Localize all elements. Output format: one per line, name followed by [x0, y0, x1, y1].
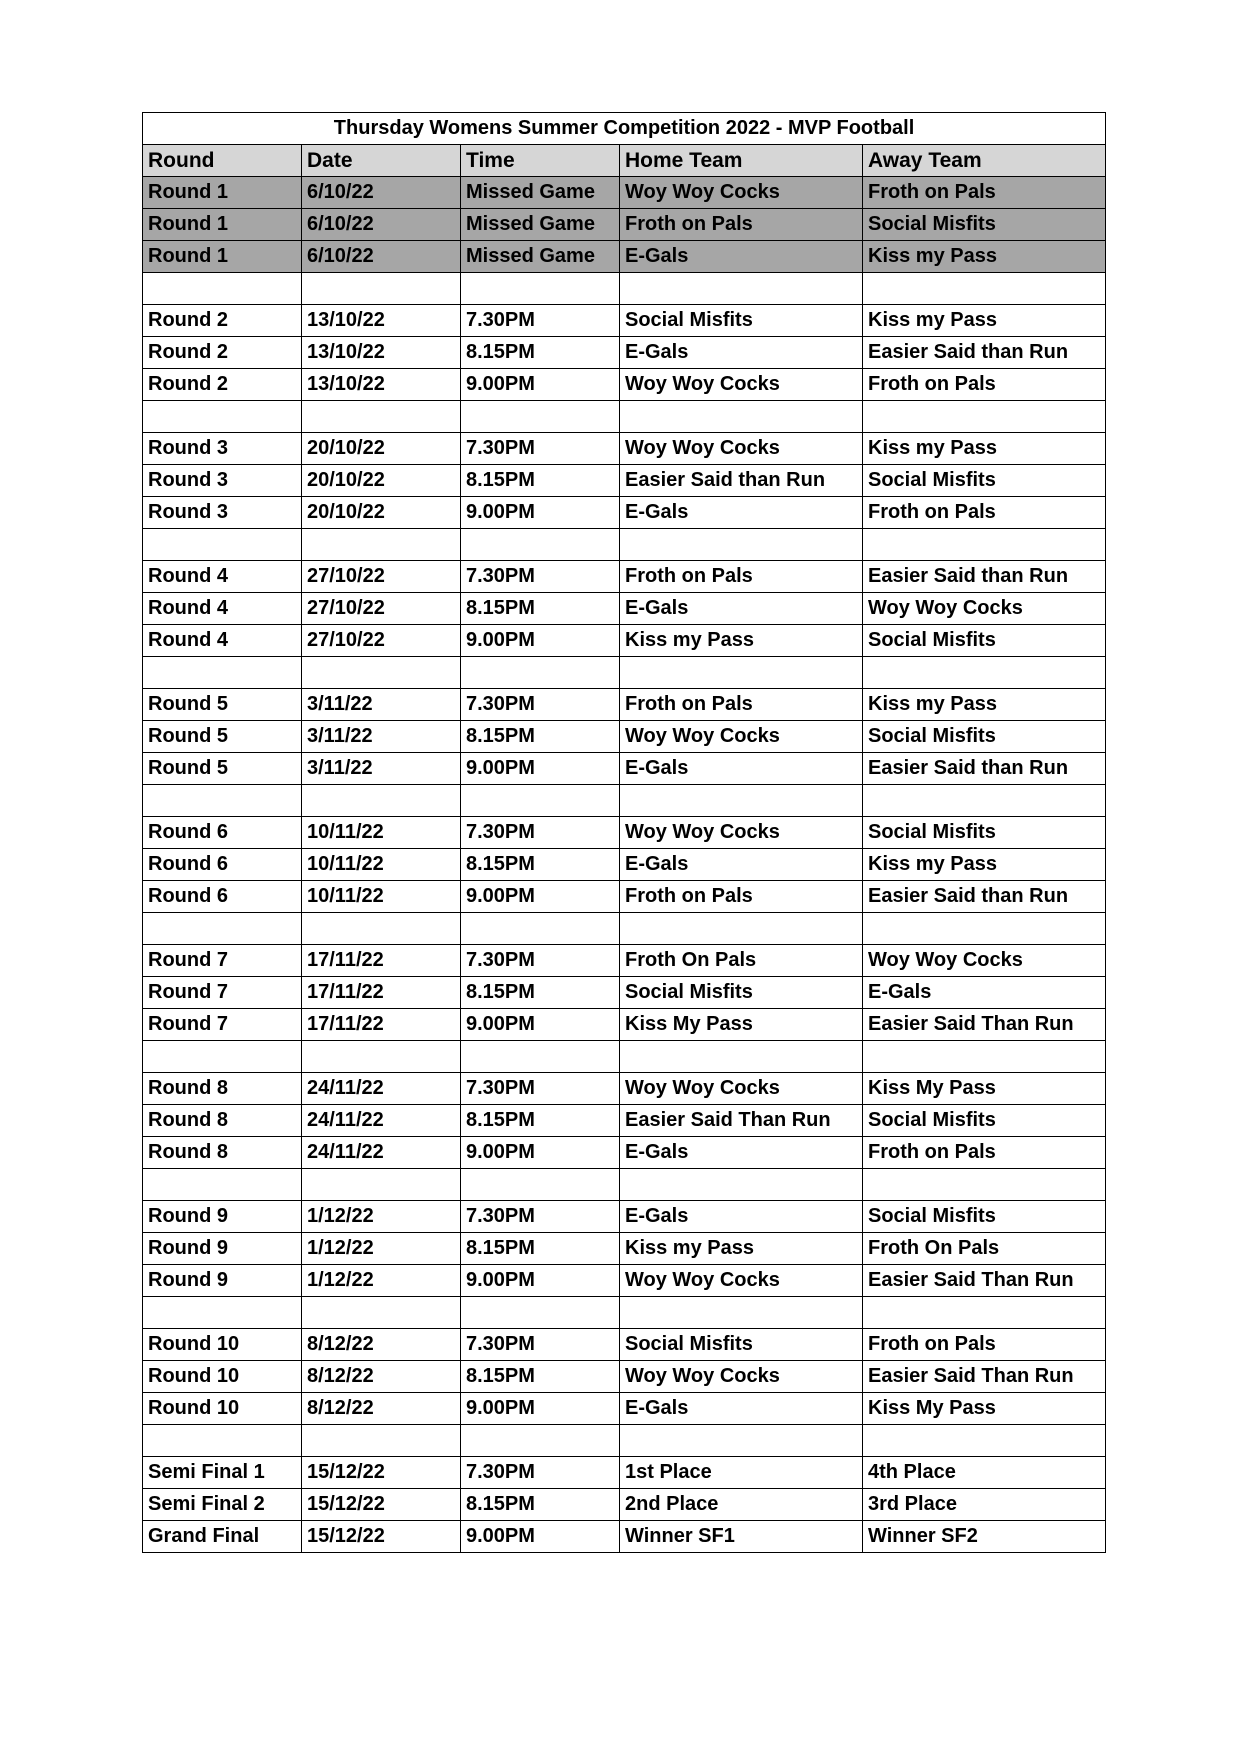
- fixture-row: [143, 1265, 1106, 1297]
- date-cell: 15/12/22: [302, 1521, 461, 1553]
- fixture-row: [143, 433, 1106, 465]
- away-team-cell: Easier Said Than Run: [863, 1265, 1106, 1297]
- round-cell: Round 9: [143, 1265, 302, 1297]
- home-team-cell: Social Misfits: [620, 977, 863, 1009]
- empty-cell: [461, 1425, 620, 1457]
- date-cell: 6/10/22: [302, 241, 461, 273]
- away-team-cell: Kiss My Pass: [863, 1393, 1106, 1425]
- empty-cell: [143, 785, 302, 817]
- date-cell: 8/12/22: [302, 1393, 461, 1425]
- away-team-cell: Easier Said Than Run: [863, 1361, 1106, 1393]
- round-cell: Round 10: [143, 1393, 302, 1425]
- home-team-cell: Woy Woy Cocks: [620, 1073, 863, 1105]
- empty-cell: [461, 1297, 620, 1329]
- time-cell: 9.00PM: [461, 1137, 620, 1169]
- fixture-row: [143, 1329, 1106, 1361]
- round-cell: Round 3: [143, 465, 302, 497]
- home-team-cell: Froth on Pals: [620, 561, 863, 593]
- home-team-cell: Woy Woy Cocks: [620, 177, 863, 209]
- home-team-cell: E-Gals: [620, 497, 863, 529]
- home-team-cell: Easier Said than Run: [620, 465, 863, 497]
- round-cell: Round 5: [143, 753, 302, 785]
- fixture-row: [143, 177, 1106, 209]
- fixture-row: [143, 369, 1106, 401]
- fixture-row: [143, 561, 1106, 593]
- fixture-row: [143, 689, 1106, 721]
- empty-cell: [143, 1425, 302, 1457]
- time-cell: 7.30PM: [461, 1201, 620, 1233]
- empty-cell: [620, 1169, 863, 1201]
- empty-cell: [143, 1297, 302, 1329]
- home-team-cell: Woy Woy Cocks: [620, 369, 863, 401]
- away-team-cell: Kiss my Pass: [863, 305, 1106, 337]
- empty-cell: [302, 785, 461, 817]
- empty-cell: [461, 1041, 620, 1073]
- empty-cell: [302, 529, 461, 561]
- home-team-cell: E-Gals: [620, 337, 863, 369]
- empty-cell: [620, 657, 863, 689]
- fixture-row: [143, 1489, 1106, 1521]
- fixture-row: [143, 1233, 1106, 1265]
- away-team-cell: Easier Said than Run: [863, 881, 1106, 913]
- away-team-cell: Social Misfits: [863, 817, 1106, 849]
- fixture-row: [143, 465, 1106, 497]
- empty-cell: [143, 1169, 302, 1201]
- time-cell: 9.00PM: [461, 1009, 620, 1041]
- time-cell: 8.15PM: [461, 1105, 620, 1137]
- date-cell: 13/10/22: [302, 337, 461, 369]
- home-team-cell: Woy Woy Cocks: [620, 1265, 863, 1297]
- home-team-cell: Woy Woy Cocks: [620, 433, 863, 465]
- away-team-cell: Kiss my Pass: [863, 433, 1106, 465]
- empty-cell: [143, 401, 302, 433]
- spacer-row: [143, 1041, 1106, 1073]
- time-cell: 9.00PM: [461, 369, 620, 401]
- home-team-cell: Froth on Pals: [620, 209, 863, 241]
- round-cell: Round 2: [143, 369, 302, 401]
- date-cell: 27/10/22: [302, 561, 461, 593]
- empty-cell: [620, 785, 863, 817]
- fixture-table: [142, 112, 1106, 1553]
- round-cell: Semi Final 1: [143, 1457, 302, 1489]
- round-cell: Round 5: [143, 689, 302, 721]
- header-row: [143, 145, 1106, 177]
- empty-cell: [620, 529, 863, 561]
- date-cell: 1/12/22: [302, 1201, 461, 1233]
- home-team-cell: Froth on Pals: [620, 881, 863, 913]
- empty-cell: [143, 529, 302, 561]
- away-team-cell: Social Misfits: [863, 1105, 1106, 1137]
- date-cell: 3/11/22: [302, 689, 461, 721]
- time-cell: 9.00PM: [461, 881, 620, 913]
- away-team-cell: Social Misfits: [863, 1201, 1106, 1233]
- header-round: Round: [143, 145, 302, 177]
- round-cell: Round 7: [143, 977, 302, 1009]
- home-team-cell: Easier Said Than Run: [620, 1105, 863, 1137]
- home-team-cell: Kiss my Pass: [620, 1233, 863, 1265]
- home-team-cell: Kiss My Pass: [620, 1009, 863, 1041]
- fixture-row: [143, 945, 1106, 977]
- time-cell: 8.15PM: [461, 593, 620, 625]
- away-team-cell: Froth on Pals: [863, 1329, 1106, 1361]
- empty-cell: [620, 913, 863, 945]
- empty-cell: [620, 273, 863, 305]
- date-cell: 24/11/22: [302, 1105, 461, 1137]
- time-cell: 7.30PM: [461, 817, 620, 849]
- home-team-cell: Froth on Pals: [620, 689, 863, 721]
- fixture-row: [143, 849, 1106, 881]
- empty-cell: [302, 1169, 461, 1201]
- away-team-cell: Froth on Pals: [863, 177, 1106, 209]
- date-cell: 27/10/22: [302, 625, 461, 657]
- fixture-row: [143, 305, 1106, 337]
- fixture-row: [143, 209, 1106, 241]
- fixture-row: [143, 593, 1106, 625]
- round-cell: Grand Final: [143, 1521, 302, 1553]
- date-cell: 10/11/22: [302, 881, 461, 913]
- spacer-row: [143, 657, 1106, 689]
- empty-cell: [863, 273, 1106, 305]
- empty-cell: [461, 401, 620, 433]
- date-cell: 3/11/22: [302, 753, 461, 785]
- fixture-row: [143, 1361, 1106, 1393]
- empty-cell: [143, 913, 302, 945]
- date-cell: 1/12/22: [302, 1265, 461, 1297]
- date-cell: 15/12/22: [302, 1489, 461, 1521]
- header-away-team: Away Team: [863, 145, 1106, 177]
- fixture-row: [143, 881, 1106, 913]
- fixture-row: [143, 1105, 1106, 1137]
- home-team-cell: Woy Woy Cocks: [620, 817, 863, 849]
- date-cell: 6/10/22: [302, 209, 461, 241]
- away-team-cell: Social Misfits: [863, 209, 1106, 241]
- date-cell: 20/10/22: [302, 433, 461, 465]
- time-cell: 7.30PM: [461, 1329, 620, 1361]
- home-team-cell: Woy Woy Cocks: [620, 1361, 863, 1393]
- date-cell: 8/12/22: [302, 1329, 461, 1361]
- home-team-cell: Winner SF1: [620, 1521, 863, 1553]
- page-title: Thursday Womens Summer Competition 2022 - MVP Football: [143, 113, 1106, 145]
- away-team-cell: Froth On Pals: [863, 1233, 1106, 1265]
- empty-cell: [863, 1169, 1106, 1201]
- time-cell: 8.15PM: [461, 465, 620, 497]
- away-team-cell: Easier Said than Run: [863, 753, 1106, 785]
- spacer-row: [143, 785, 1106, 817]
- date-cell: 13/10/22: [302, 305, 461, 337]
- time-cell: 8.15PM: [461, 337, 620, 369]
- away-team-cell: Social Misfits: [863, 465, 1106, 497]
- time-cell: 7.30PM: [461, 561, 620, 593]
- home-team-cell: 1st Place: [620, 1457, 863, 1489]
- fixture-row: [143, 977, 1106, 1009]
- spacer-row: [143, 1425, 1106, 1457]
- spacer-row: [143, 273, 1106, 305]
- date-cell: 20/10/22: [302, 497, 461, 529]
- empty-cell: [302, 401, 461, 433]
- round-cell: Round 4: [143, 561, 302, 593]
- round-cell: Round 1: [143, 177, 302, 209]
- fixture-row: [143, 1009, 1106, 1041]
- time-cell: Missed Game: [461, 209, 620, 241]
- round-cell: Semi Final 2: [143, 1489, 302, 1521]
- time-cell: 9.00PM: [461, 1521, 620, 1553]
- fixture-row: [143, 337, 1106, 369]
- spacer-row: [143, 529, 1106, 561]
- empty-cell: [302, 657, 461, 689]
- date-cell: 24/11/22: [302, 1073, 461, 1105]
- fixture-row: [143, 1521, 1106, 1553]
- empty-cell: [302, 1297, 461, 1329]
- away-team-cell: Kiss my Pass: [863, 849, 1106, 881]
- empty-cell: [863, 913, 1106, 945]
- time-cell: 8.15PM: [461, 1361, 620, 1393]
- spacer-row: [143, 1169, 1106, 1201]
- time-cell: 7.30PM: [461, 1457, 620, 1489]
- empty-cell: [863, 401, 1106, 433]
- round-cell: Round 8: [143, 1137, 302, 1169]
- round-cell: Round 6: [143, 881, 302, 913]
- empty-cell: [302, 913, 461, 945]
- time-cell: 9.00PM: [461, 753, 620, 785]
- fixture-row: [143, 817, 1106, 849]
- away-team-cell: Kiss My Pass: [863, 1073, 1106, 1105]
- home-team-cell: Kiss my Pass: [620, 625, 863, 657]
- time-cell: 8.15PM: [461, 977, 620, 1009]
- empty-cell: [461, 1169, 620, 1201]
- empty-cell: [461, 529, 620, 561]
- round-cell: Round 4: [143, 593, 302, 625]
- title-row: [143, 113, 1106, 145]
- away-team-cell: Easier Said Than Run: [863, 1009, 1106, 1041]
- home-team-cell: Social Misfits: [620, 1329, 863, 1361]
- away-team-cell: Froth on Pals: [863, 369, 1106, 401]
- fixture-row: [143, 1393, 1106, 1425]
- away-team-cell: Social Misfits: [863, 721, 1106, 753]
- time-cell: 9.00PM: [461, 497, 620, 529]
- round-cell: Round 1: [143, 209, 302, 241]
- home-team-cell: E-Gals: [620, 1201, 863, 1233]
- time-cell: 8.15PM: [461, 1489, 620, 1521]
- time-cell: 9.00PM: [461, 625, 620, 657]
- home-team-cell: Froth On Pals: [620, 945, 863, 977]
- round-cell: Round 10: [143, 1361, 302, 1393]
- fixture-row: [143, 1457, 1106, 1489]
- away-team-cell: Winner SF2: [863, 1521, 1106, 1553]
- date-cell: 17/11/22: [302, 1009, 461, 1041]
- empty-cell: [461, 657, 620, 689]
- spacer-row: [143, 1297, 1106, 1329]
- round-cell: Round 10: [143, 1329, 302, 1361]
- empty-cell: [461, 785, 620, 817]
- header-time: Time: [461, 145, 620, 177]
- empty-cell: [863, 1041, 1106, 1073]
- round-cell: Round 2: [143, 305, 302, 337]
- round-cell: Round 4: [143, 625, 302, 657]
- date-cell: 20/10/22: [302, 465, 461, 497]
- round-cell: Round 2: [143, 337, 302, 369]
- time-cell: 7.30PM: [461, 305, 620, 337]
- round-cell: Round 3: [143, 433, 302, 465]
- time-cell: 8.15PM: [461, 849, 620, 881]
- round-cell: Round 6: [143, 849, 302, 881]
- round-cell: Round 5: [143, 721, 302, 753]
- date-cell: 15/12/22: [302, 1457, 461, 1489]
- away-team-cell: Froth on Pals: [863, 1137, 1106, 1169]
- home-team-cell: E-Gals: [620, 1393, 863, 1425]
- home-team-cell: Woy Woy Cocks: [620, 721, 863, 753]
- fixture-row: [143, 1073, 1106, 1105]
- header-date: Date: [302, 145, 461, 177]
- fixture-row: [143, 241, 1106, 273]
- home-team-cell: E-Gals: [620, 849, 863, 881]
- empty-cell: [143, 1041, 302, 1073]
- fixture-row: [143, 497, 1106, 529]
- away-team-cell: Kiss my Pass: [863, 689, 1106, 721]
- spacer-row: [143, 913, 1106, 945]
- time-cell: 7.30PM: [461, 1073, 620, 1105]
- date-cell: 17/11/22: [302, 945, 461, 977]
- empty-cell: [143, 657, 302, 689]
- away-team-cell: Easier Said than Run: [863, 337, 1106, 369]
- time-cell: Missed Game: [461, 177, 620, 209]
- empty-cell: [863, 657, 1106, 689]
- round-cell: Round 9: [143, 1233, 302, 1265]
- date-cell: 6/10/22: [302, 177, 461, 209]
- date-cell: 3/11/22: [302, 721, 461, 753]
- date-cell: 24/11/22: [302, 1137, 461, 1169]
- fixture-row: [143, 1137, 1106, 1169]
- empty-cell: [461, 913, 620, 945]
- date-cell: 10/11/22: [302, 817, 461, 849]
- fixture-row: [143, 721, 1106, 753]
- empty-cell: [143, 273, 302, 305]
- time-cell: 8.15PM: [461, 1233, 620, 1265]
- empty-cell: [863, 529, 1106, 561]
- away-team-cell: Froth on Pals: [863, 497, 1106, 529]
- empty-cell: [302, 1041, 461, 1073]
- time-cell: 7.30PM: [461, 433, 620, 465]
- date-cell: 1/12/22: [302, 1233, 461, 1265]
- date-cell: 13/10/22: [302, 369, 461, 401]
- round-cell: Round 7: [143, 1009, 302, 1041]
- home-team-cell: 2nd Place: [620, 1489, 863, 1521]
- round-cell: Round 6: [143, 817, 302, 849]
- spacer-row: [143, 401, 1106, 433]
- home-team-cell: E-Gals: [620, 1137, 863, 1169]
- away-team-cell: E-Gals: [863, 977, 1106, 1009]
- away-team-cell: Woy Woy Cocks: [863, 593, 1106, 625]
- date-cell: 10/11/22: [302, 849, 461, 881]
- home-team-cell: E-Gals: [620, 753, 863, 785]
- header-home-team: Home Team: [620, 145, 863, 177]
- away-team-cell: Social Misfits: [863, 625, 1106, 657]
- empty-cell: [863, 785, 1106, 817]
- fixture-table-body: [143, 113, 1106, 1553]
- time-cell: 7.30PM: [461, 689, 620, 721]
- fixture-row: [143, 1201, 1106, 1233]
- round-cell: Round 1: [143, 241, 302, 273]
- time-cell: 9.00PM: [461, 1265, 620, 1297]
- date-cell: 17/11/22: [302, 977, 461, 1009]
- away-team-cell: 4th Place: [863, 1457, 1106, 1489]
- date-cell: 27/10/22: [302, 593, 461, 625]
- home-team-cell: E-Gals: [620, 241, 863, 273]
- empty-cell: [620, 1425, 863, 1457]
- round-cell: Round 9: [143, 1201, 302, 1233]
- empty-cell: [620, 1041, 863, 1073]
- away-team-cell: Woy Woy Cocks: [863, 945, 1106, 977]
- round-cell: Round 3: [143, 497, 302, 529]
- empty-cell: [863, 1425, 1106, 1457]
- empty-cell: [302, 1425, 461, 1457]
- home-team-cell: E-Gals: [620, 593, 863, 625]
- empty-cell: [302, 273, 461, 305]
- time-cell: 8.15PM: [461, 721, 620, 753]
- empty-cell: [620, 401, 863, 433]
- away-team-cell: Easier Said than Run: [863, 561, 1106, 593]
- home-team-cell: Social Misfits: [620, 305, 863, 337]
- round-cell: Round 8: [143, 1073, 302, 1105]
- empty-cell: [620, 1297, 863, 1329]
- away-team-cell: Kiss my Pass: [863, 241, 1106, 273]
- time-cell: 7.30PM: [461, 945, 620, 977]
- empty-cell: [461, 273, 620, 305]
- date-cell: 8/12/22: [302, 1361, 461, 1393]
- round-cell: Round 7: [143, 945, 302, 977]
- round-cell: Round 8: [143, 1105, 302, 1137]
- fixture-row: [143, 625, 1106, 657]
- fixture-row: [143, 753, 1106, 785]
- time-cell: 9.00PM: [461, 1393, 620, 1425]
- empty-cell: [863, 1297, 1106, 1329]
- time-cell: Missed Game: [461, 241, 620, 273]
- away-team-cell: 3rd Place: [863, 1489, 1106, 1521]
